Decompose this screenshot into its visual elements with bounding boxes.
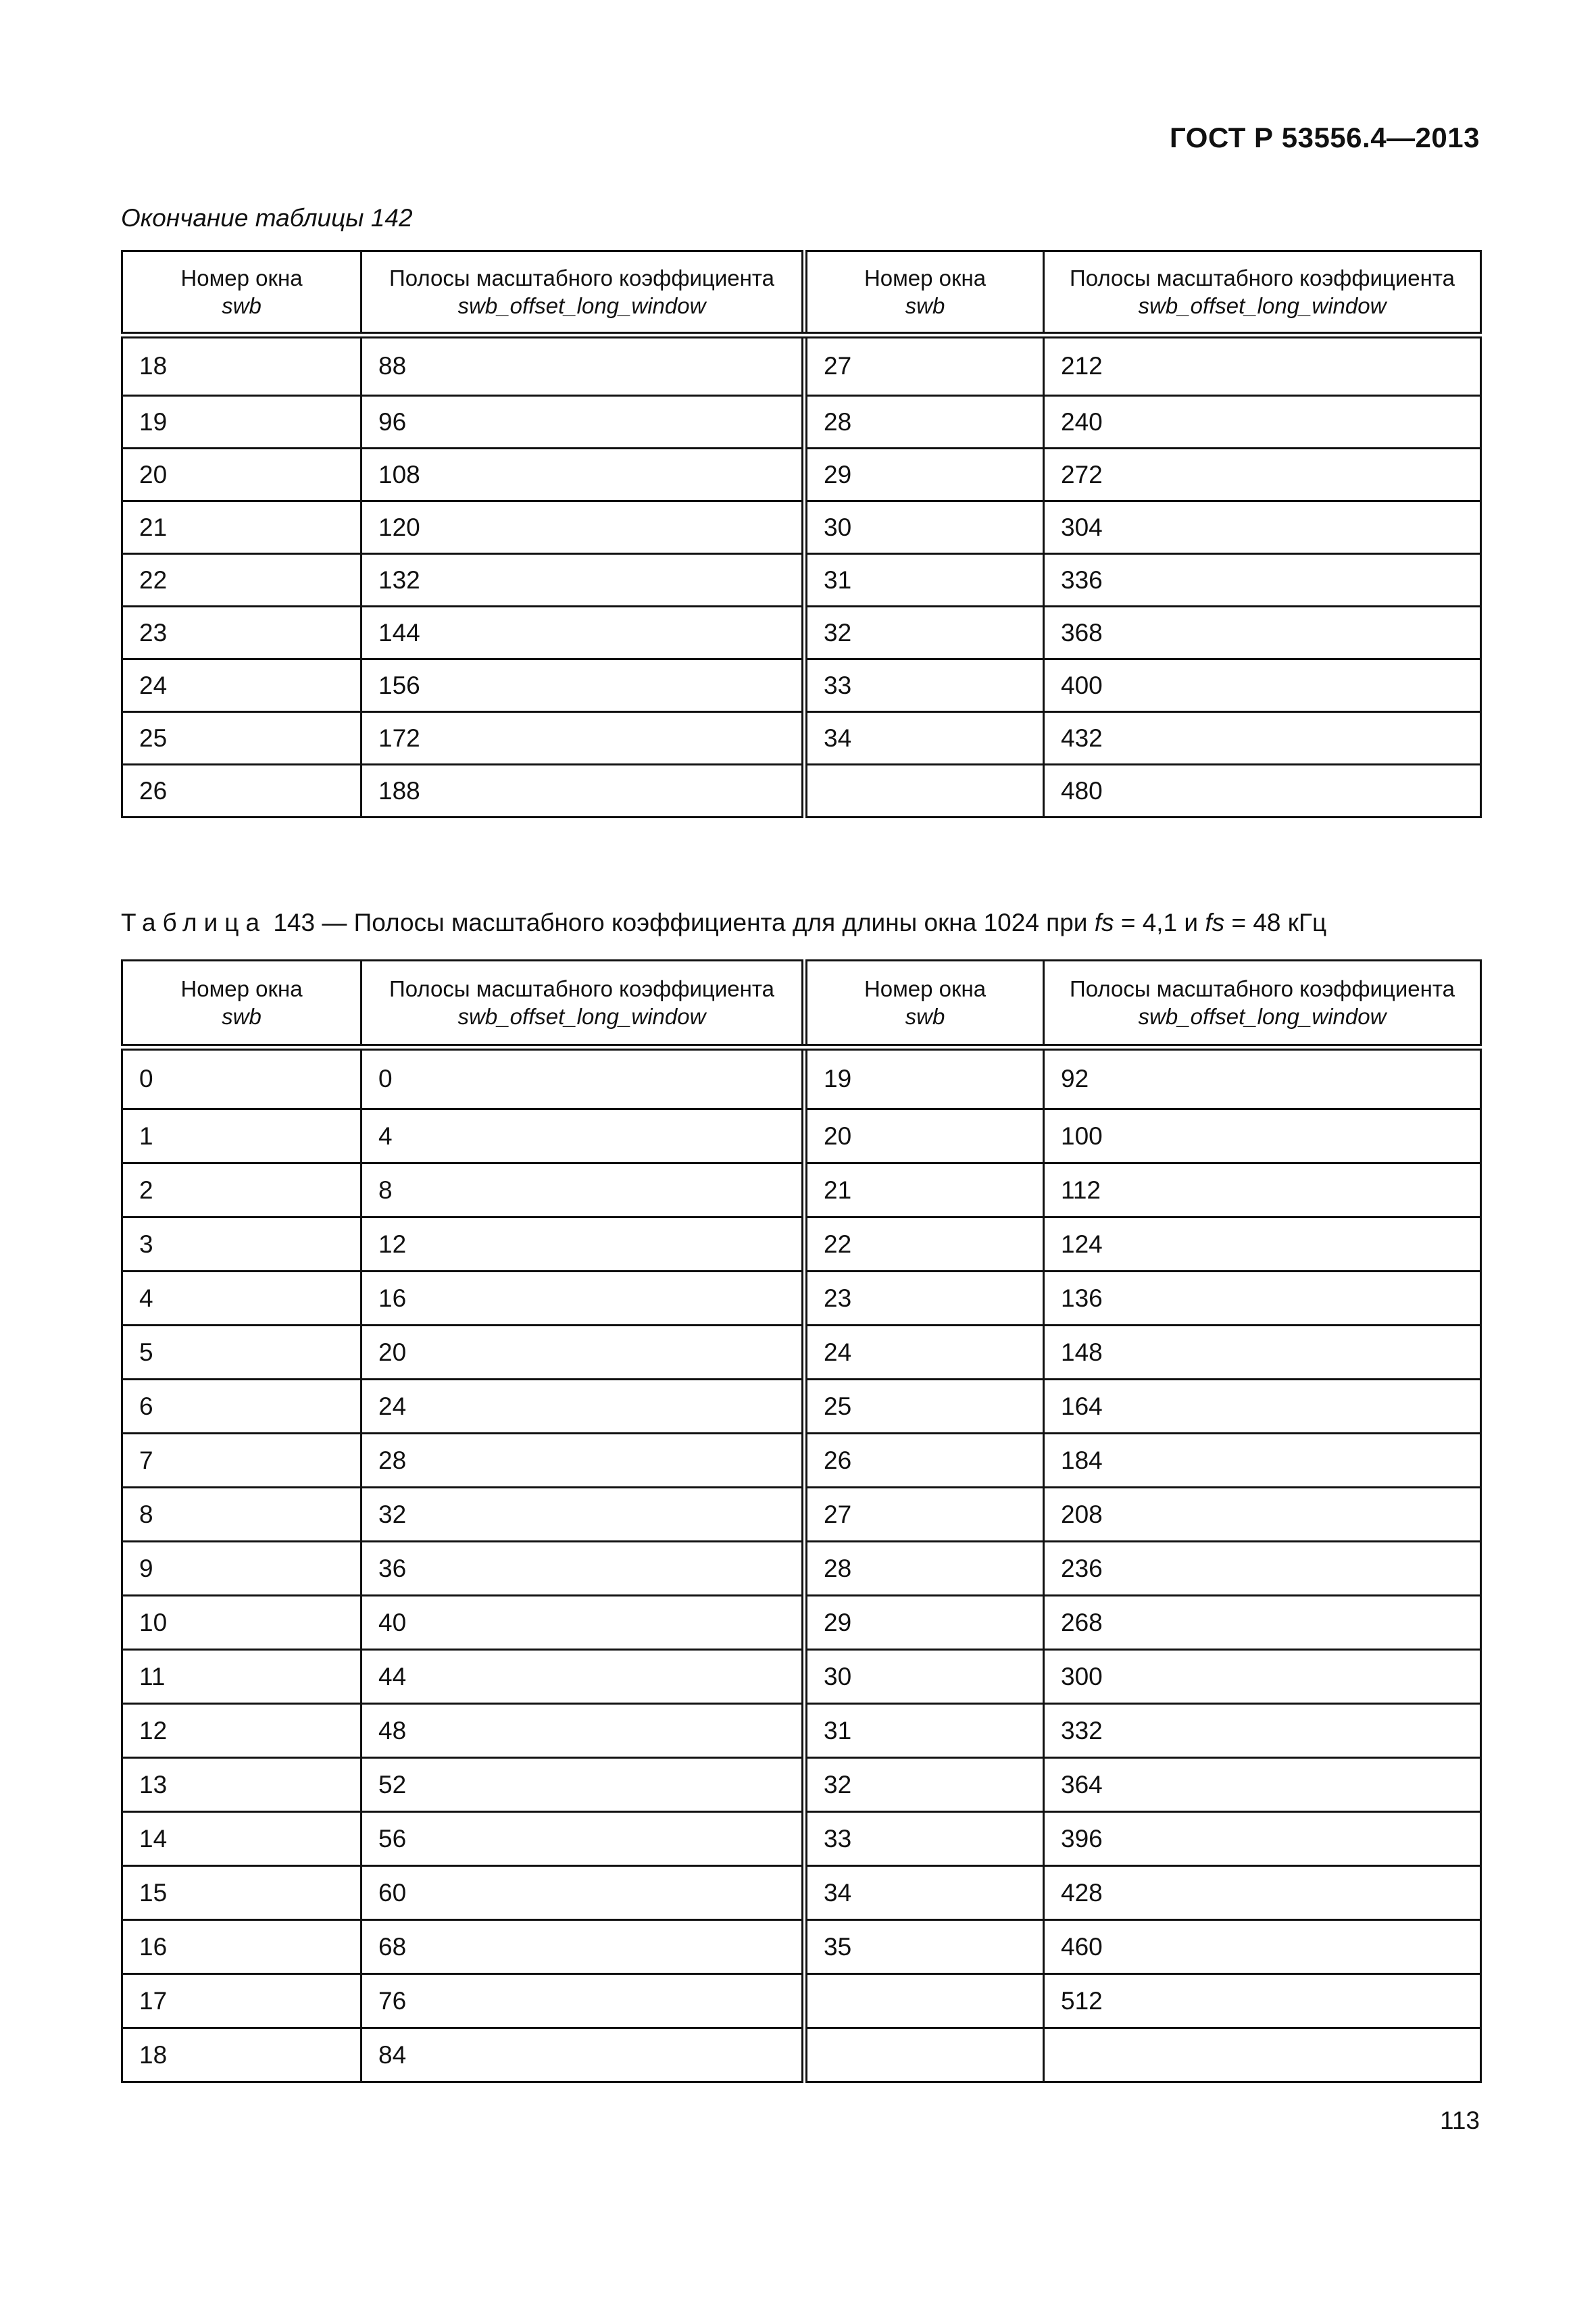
- table-cell: 32: [805, 1758, 1044, 1812]
- page-number: 113: [1440, 2107, 1480, 2134]
- table-cell: 208: [1044, 1488, 1481, 1542]
- table-cell: 34: [805, 1866, 1044, 1920]
- table-row: [122, 1596, 1481, 1650]
- table-row: [122, 1758, 1481, 1812]
- table-row: [122, 1488, 1481, 1542]
- table-cell: 31: [805, 554, 1044, 607]
- table-cell: 184: [1044, 1434, 1481, 1488]
- table-cell: 12: [361, 1217, 805, 1272]
- table-cell: 28: [805, 396, 1044, 449]
- table-cell: 24: [805, 1326, 1044, 1380]
- table-cell: 2: [122, 1163, 361, 1217]
- table-cell: 13: [122, 1758, 361, 1812]
- table-cell: 25: [122, 712, 361, 765]
- table-cell: 300: [1044, 1650, 1481, 1704]
- table-cell: 30: [805, 501, 1044, 554]
- table-row: [122, 1326, 1481, 1380]
- table-cell: 22: [122, 554, 361, 607]
- table-row: [122, 335, 1481, 396]
- table-cell: 20: [805, 1109, 1044, 1163]
- table-cell: 52: [361, 1758, 805, 1812]
- table-cell: 31: [805, 1704, 1044, 1758]
- table-cell: 3: [122, 1217, 361, 1272]
- table-cell: 21: [805, 1163, 1044, 1217]
- table-cell: 368: [1044, 607, 1481, 659]
- table-cell: 29: [805, 449, 1044, 501]
- table-cell: 14: [122, 1812, 361, 1866]
- table-cell: 172: [361, 712, 805, 765]
- table-cell: 56: [361, 1812, 805, 1866]
- table-cell: 236: [1044, 1542, 1481, 1596]
- table-row: [122, 1866, 1481, 1920]
- table-cell: 304: [1044, 501, 1481, 554]
- table-142-caption: Окончание таблицы 142: [121, 204, 413, 232]
- table-cell: 88: [361, 335, 805, 396]
- table-cell: 132: [361, 554, 805, 607]
- table-cell: 24: [361, 1380, 805, 1434]
- header-window-number: Номер окна swb: [805, 251, 1044, 335]
- header-scale-factor-bands: Полосы масштабного коэффициента swb_offset_long_window: [1044, 961, 1481, 1047]
- table-header-row: [122, 251, 1481, 335]
- table-cell: 1: [122, 1109, 361, 1163]
- table-cell: 272: [1044, 449, 1481, 501]
- table-cell: 0: [122, 1047, 361, 1109]
- table-cell: 96: [361, 396, 805, 449]
- table-cell: 16: [361, 1272, 805, 1326]
- table-cell: 136: [1044, 1272, 1481, 1326]
- table-cell: 212: [1044, 335, 1481, 396]
- table-row: [122, 554, 1481, 607]
- table-cell: 156: [361, 659, 805, 712]
- table-cell: 20: [361, 1326, 805, 1380]
- table-cell: 33: [805, 1812, 1044, 1866]
- table-row: [122, 659, 1481, 712]
- table-cell: 26: [805, 1434, 1044, 1488]
- table-cell: 6: [122, 1380, 361, 1434]
- table-cell: 8: [122, 1488, 361, 1542]
- table-row: [122, 1380, 1481, 1434]
- table-row: [122, 1109, 1481, 1163]
- table-cell: 460: [1044, 1920, 1481, 1974]
- table-row: [122, 1434, 1481, 1488]
- table-cell: 33: [805, 659, 1044, 712]
- table-cell: 92: [1044, 1047, 1481, 1109]
- table-cell: 164: [1044, 1380, 1481, 1434]
- table-cell: 120: [361, 501, 805, 554]
- table-cell: 34: [805, 712, 1044, 765]
- table-cell: 26: [122, 765, 361, 818]
- table-cell: 24: [122, 659, 361, 712]
- table-row: [122, 449, 1481, 501]
- table-cell: 240: [1044, 396, 1481, 449]
- table-cell: 19: [122, 396, 361, 449]
- table-cell: 4: [361, 1109, 805, 1163]
- table-cell: 108: [361, 449, 805, 501]
- table-cell: 268: [1044, 1596, 1481, 1650]
- table-row: [122, 1812, 1481, 1866]
- document-code: ГОСТ Р 53556.4—2013: [1170, 122, 1480, 153]
- table-cell: 124: [1044, 1217, 1481, 1272]
- table-cell: 480: [1044, 765, 1481, 818]
- table-cell: 40: [361, 1596, 805, 1650]
- table-cell: 336: [1044, 554, 1481, 607]
- table-142: [121, 250, 1482, 818]
- table-row: [122, 607, 1481, 659]
- table-cell: 36: [361, 1542, 805, 1596]
- table-cell: 188: [361, 765, 805, 818]
- table-cell: 27: [805, 335, 1044, 396]
- table-row: [122, 765, 1481, 818]
- table-row: [122, 501, 1481, 554]
- table-row: [122, 1217, 1481, 1272]
- table-143: [121, 959, 1482, 2083]
- table-cell: 84: [361, 2028, 805, 2082]
- table-cell: 29: [805, 1596, 1044, 1650]
- header-scale-factor-bands: Полосы масштабного коэффициента swb_offset_long_window: [361, 961, 805, 1047]
- table-cell: 9: [122, 1542, 361, 1596]
- table-cell: 12: [122, 1704, 361, 1758]
- table-cell: 27: [805, 1488, 1044, 1542]
- table-cell: 16: [122, 1920, 361, 1974]
- table-cell: [1044, 2028, 1481, 2082]
- table-cell: 60: [361, 1866, 805, 1920]
- table-cell: [805, 1974, 1044, 2028]
- table-cell: 32: [805, 607, 1044, 659]
- table-cell: 20: [122, 449, 361, 501]
- table-row: [122, 1272, 1481, 1326]
- table-cell: 28: [361, 1434, 805, 1488]
- table-cell: 35: [805, 1920, 1044, 1974]
- table-cell: 32: [361, 1488, 805, 1542]
- table-row: [122, 1163, 1481, 1217]
- table-row: [122, 1974, 1481, 2028]
- table-cell: 0: [361, 1047, 805, 1109]
- table-cell: 8: [361, 1163, 805, 1217]
- table-cell: 332: [1044, 1704, 1481, 1758]
- table-cell: 432: [1044, 712, 1481, 765]
- table-cell: 400: [1044, 659, 1481, 712]
- table-cell: 25: [805, 1380, 1044, 1434]
- table-cell: 512: [1044, 1974, 1481, 2028]
- table-cell: 19: [805, 1047, 1044, 1109]
- table-cell: 144: [361, 607, 805, 659]
- header-window-number: Номер окна swb: [805, 961, 1044, 1047]
- table-cell: 396: [1044, 1812, 1481, 1866]
- table-row: [122, 1704, 1481, 1758]
- table-cell: 23: [122, 607, 361, 659]
- table-cell: [805, 765, 1044, 818]
- header-scale-factor-bands: Полосы масштабного коэффициента swb_offset_long_window: [1044, 251, 1481, 335]
- table-cell: 23: [805, 1272, 1044, 1326]
- table-cell: 17: [122, 1974, 361, 2028]
- table-cell: 428: [1044, 1866, 1481, 1920]
- table-cell: 11: [122, 1650, 361, 1704]
- table-cell: 4: [122, 1272, 361, 1326]
- table-row: [122, 1542, 1481, 1596]
- header-window-number: Номер окна swb: [122, 961, 361, 1047]
- table-cell: 48: [361, 1704, 805, 1758]
- table-row: [122, 1920, 1481, 1974]
- table-row: [122, 396, 1481, 449]
- table-cell: 112: [1044, 1163, 1481, 1217]
- table-row: [122, 1047, 1481, 1109]
- table-cell: [805, 2028, 1044, 2082]
- table-row: [122, 1650, 1481, 1704]
- table-cell: 68: [361, 1920, 805, 1974]
- table-header-row: [122, 961, 1481, 1047]
- table-cell: 5: [122, 1326, 361, 1380]
- table-cell: 22: [805, 1217, 1044, 1272]
- table-cell: 44: [361, 1650, 805, 1704]
- table-143-caption: Таблица 143 — Полосы масштабного коэффициента для длины окна 1024 при fs = 4,1 и fs = 48 кГц: [121, 909, 1327, 936]
- table-cell: 76: [361, 1974, 805, 2028]
- table-cell: 18: [122, 2028, 361, 2082]
- table-cell: 30: [805, 1650, 1044, 1704]
- table-cell: 100: [1044, 1109, 1481, 1163]
- table-row: [122, 712, 1481, 765]
- table-cell: 10: [122, 1596, 361, 1650]
- table-cell: 28: [805, 1542, 1044, 1596]
- table-cell: 18: [122, 335, 361, 396]
- table-cell: 7: [122, 1434, 361, 1488]
- table-row: [122, 2028, 1481, 2082]
- header-window-number: Номер окна swb: [122, 251, 361, 335]
- table-cell: 364: [1044, 1758, 1481, 1812]
- table-cell: 21: [122, 501, 361, 554]
- table-cell: 148: [1044, 1326, 1481, 1380]
- header-scale-factor-bands: Полосы масштабного коэффициента swb_offset_long_window: [361, 251, 805, 335]
- table-cell: 15: [122, 1866, 361, 1920]
